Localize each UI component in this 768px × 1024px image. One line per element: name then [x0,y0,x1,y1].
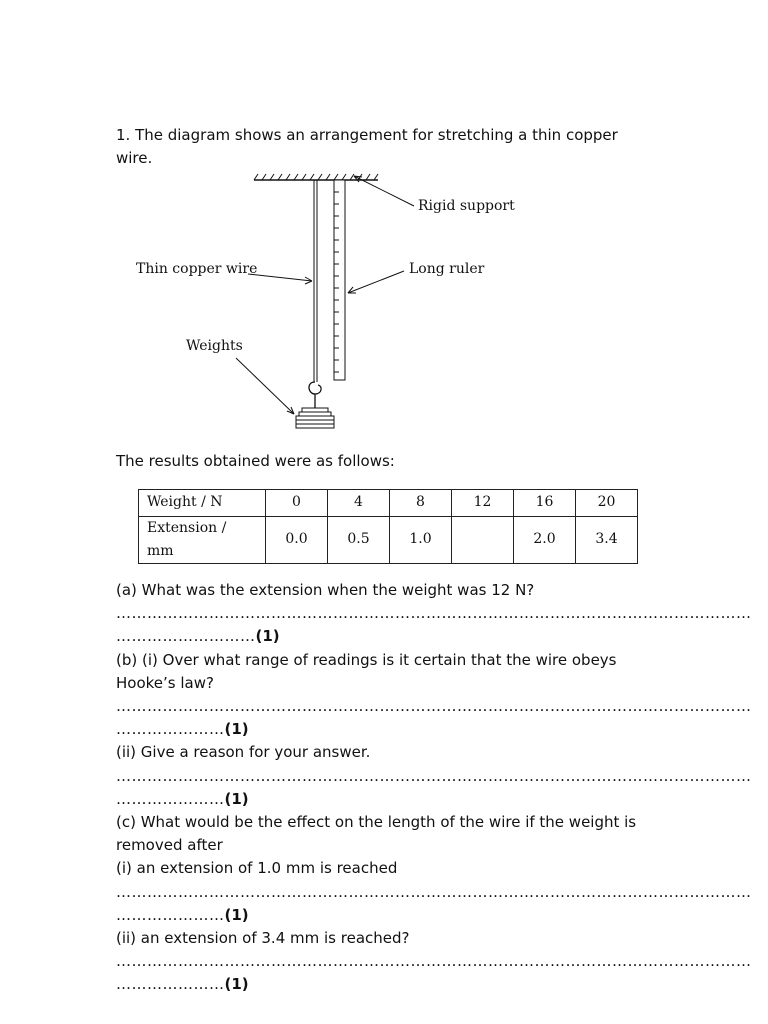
part-b-i-question: (b) (i) Over what range of readings is it certain that the wire obeys Hooke’s law? [116,650,617,692]
part-c-i-answer-line[interactable]: …………………………………………………………………………………………………………… [116,882,752,901]
part-c-i-answer-line-end: …………………(1) [116,905,249,924]
copper-wire [314,180,317,382]
hook [309,382,321,408]
table-row [139,489,638,516]
part-a-question: (a) What was the extension when the weight was 12 N? [116,581,535,600]
table-cell-blank [452,516,514,563]
part-b-i-mark: (1) [224,720,249,739]
table-cell: 0.0 [266,516,328,563]
table-cell: 3.4 [576,516,638,563]
label-weights: Weights [186,338,243,355]
arrow-thin-copper-wire [248,274,312,281]
part-a-answer-line-end: ………………………(1) [116,627,280,646]
table-cell: 20 [576,489,638,516]
table-cell: 8 [390,489,452,516]
arrow-long-ruler [348,271,404,293]
part-c-i-mark: (1) [224,905,249,924]
part-c-ii-question: (ii) an extension of 3.4 mm is reached? [116,929,410,948]
table-cell: 16 [514,489,576,516]
part-c-ii-mark: (1) [224,975,249,994]
results-table [138,489,638,564]
part-c-ii-answer-line-end: …………………(1) [116,975,249,994]
wire-stretching-diagram [116,172,536,454]
part-b-i-answer-line-end: …………………(1) [116,720,249,739]
part-b-i-answer-line[interactable]: …………………………………………………………………………………………………………… [116,697,752,716]
question-page [116,124,752,997]
part-c-ii-answer-line[interactable]: …………………………………………………………………………………………………………… [116,952,752,971]
table-cell: 0 [266,489,328,516]
table-cell: 12 [452,489,514,516]
label-long-ruler: Long ruler [409,261,485,278]
part-b-ii-mark: (1) [224,789,249,808]
arrow-rigid-support [354,176,414,206]
table-cell: 2.0 [514,516,576,563]
question-intro: 1. The diagram shows an arrangement for stretching a thin copper wire. [116,126,618,168]
part-a-mark: (1) [255,627,280,646]
part-b-ii-question: (ii) Give a reason for your answer. [116,743,371,762]
part-b-ii-answer-line-end: …………………(1) [116,789,249,808]
part-c-i-question: (i) an extension of 1.0 mm is reached [116,859,398,878]
results-intro: The results obtained were as follows: [116,452,395,471]
table-cell: 4 [328,489,390,516]
arrow-weights [236,358,294,414]
table-cell: 1.0 [390,516,452,563]
part-b-ii-answer-line[interactable]: …………………………………………………………………………………………………………… [116,766,752,785]
part-c-question: (c) What would be the effect on the length of the wire if the weight is removed after [116,813,637,855]
long-ruler [334,180,345,380]
table-row [139,516,638,563]
row-header-weight: Weight / N [139,489,266,516]
weights-stack [296,408,334,428]
row-header-extension: Extension / mm [139,516,266,563]
label-thin-copper-wire: Thin copper wire [136,261,258,278]
table-cell: 0.5 [328,516,390,563]
label-rigid-support: Rigid support [418,198,515,215]
part-a-answer-line[interactable]: …………………………………………………………………………………………………………… [116,604,752,623]
